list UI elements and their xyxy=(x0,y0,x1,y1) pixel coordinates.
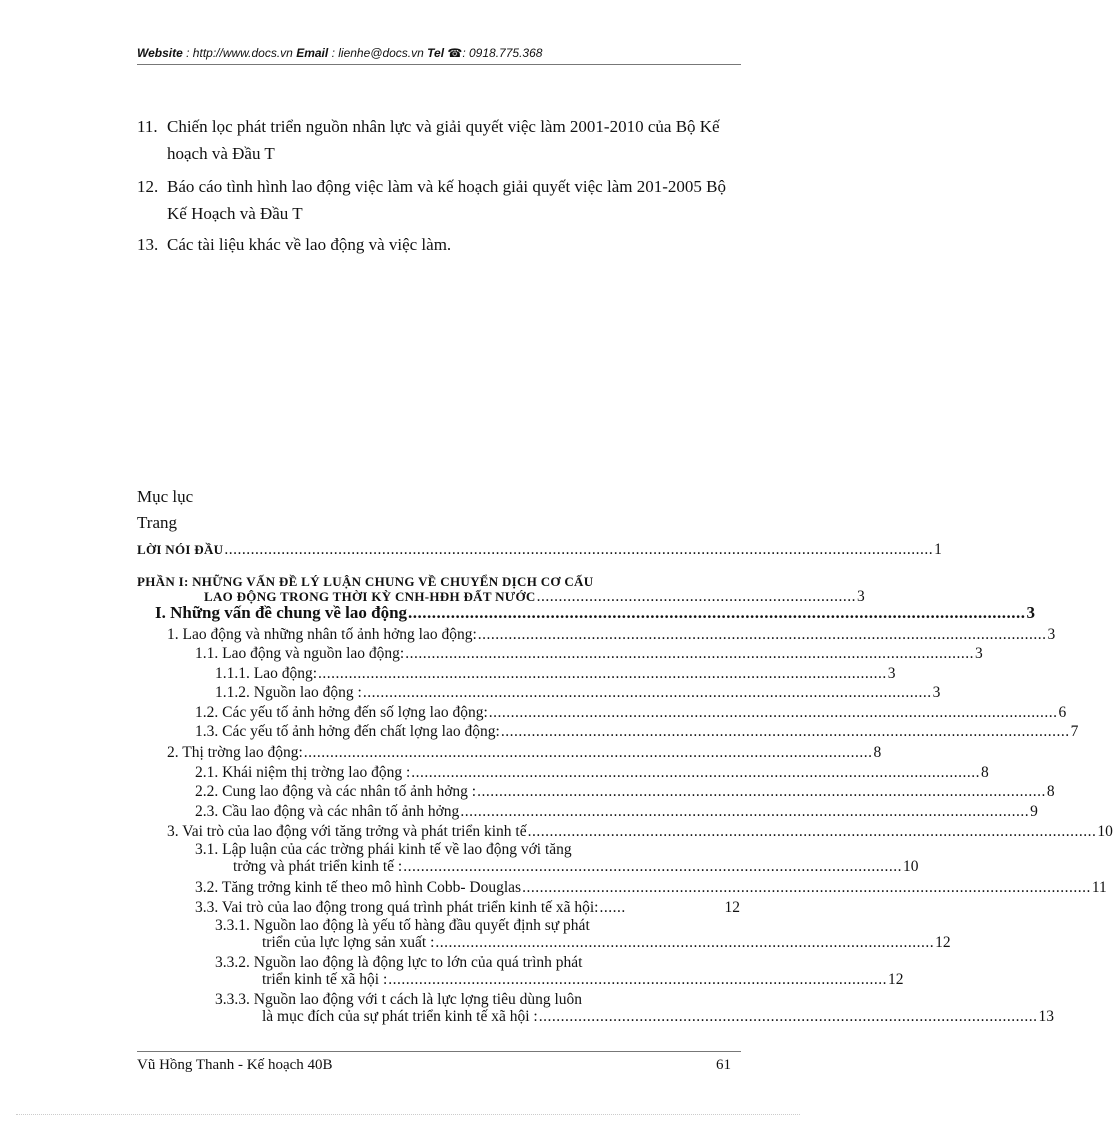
reference-text: Báo cáo tình hình lao động việc làm và kế hoạch giải quyết việc làm 201-2005 Bộ Kế Hoạch và Đầu T xyxy=(167,177,726,223)
website-label: Website xyxy=(137,46,183,60)
toc-label: 2.1. Khái niệm thị trờng lao động : xyxy=(195,764,411,781)
toc-entry-intro xyxy=(137,541,942,559)
toc-page: 3 xyxy=(887,665,896,682)
toc-label: 3. Vai trò của lao động với tăng trởng và phát triển kinh tế xyxy=(167,823,527,840)
reference-item xyxy=(137,231,742,258)
toc-page: 6 xyxy=(1058,704,1067,721)
toc-leader: .................................................................................................................................. xyxy=(318,665,887,682)
toc-page-column-label: Trang xyxy=(137,513,177,532)
reference-item xyxy=(137,173,742,227)
toc-page: 8 xyxy=(873,744,882,761)
reference-number: 13. xyxy=(137,235,159,254)
toc-leader: .................................................................................................................................. xyxy=(477,626,1047,643)
toc-leader: ......................................................................... xyxy=(536,588,856,605)
toc-leader: .................................................................................................................................. xyxy=(405,645,974,662)
toc-label-line2: triển kinh tế xã hội : xyxy=(262,971,388,988)
toc-leader: .................................................................................................................. xyxy=(388,971,888,988)
toc-leader: .................................................................................................................................. xyxy=(362,684,932,701)
toc-label: LỜI NÓI ĐẦU xyxy=(137,542,224,557)
toc-leader: .................................................................................................................. xyxy=(403,858,902,875)
toc-page: 3 xyxy=(1047,626,1056,643)
toc-entry xyxy=(215,917,951,952)
tel-label: Tel xyxy=(427,46,445,60)
toc-entry xyxy=(167,744,882,762)
toc-page: 11 xyxy=(1091,879,1107,896)
page-bottom-border xyxy=(16,1114,800,1115)
toc-label: 1.2. Các yếu tố ảnh hởng đến số lợng lao động: xyxy=(195,704,488,721)
toc-label-line1: 3.3.3. Nguồn lao động với t cách là lực lợng tiêu dùng luôn xyxy=(215,991,583,1008)
toc-page: 1 xyxy=(934,541,942,558)
toc-entry xyxy=(195,783,1055,801)
email-value: : lienhe@docs.vn xyxy=(331,46,424,60)
toc-label: 2. Thị trờng lao động: xyxy=(167,744,303,761)
toc-label-line2: triển của lực lợng sản xuất : xyxy=(262,934,435,951)
reference-item xyxy=(137,113,742,167)
toc-leader: .................................................................................................................................. xyxy=(411,764,981,781)
reference-text: Các tài liệu khác về lao động và việc làm. xyxy=(167,235,452,254)
toc-entry xyxy=(195,645,983,663)
reference-number: 11. xyxy=(137,117,158,136)
toc-label: 1.1.1. Lao động: xyxy=(215,665,318,682)
toc-label: 1.1.2. Nguồn lao động : xyxy=(215,684,362,701)
toc-page: 12 xyxy=(724,899,740,916)
toc-leader: .................................................................................................................................................................. xyxy=(224,541,934,558)
footer-page-number: 61 xyxy=(716,1057,731,1073)
toc-label-line1: 3.1. Lập luận của các trờng phái kinh tế về lao động với tăng xyxy=(195,841,572,858)
toc-page: 10 xyxy=(902,858,919,875)
toc-entry xyxy=(195,704,1067,722)
toc-label-line2: LAO ĐỘNG TRONG THỜI KỲ CNH-HĐH ĐẤT NƯỚC xyxy=(204,589,536,604)
toc-leader: .................................................................................................................................. xyxy=(303,744,873,761)
toc-label-line2: trởng và phát triển kinh tế : xyxy=(233,858,403,875)
toc-entry xyxy=(215,991,1054,1026)
toc-entry xyxy=(195,803,1038,821)
toc-leader: ...... xyxy=(599,899,626,916)
footer-rule xyxy=(137,1051,741,1052)
email-label: Email xyxy=(296,46,329,60)
toc-heading: Mục lục xyxy=(137,487,194,506)
toc-leader: .................................................................................................................................. xyxy=(477,783,1046,800)
page-header xyxy=(137,46,542,60)
toc-leader: .................................................................................................................................. xyxy=(408,603,1026,622)
toc-label: 1. Lao động và những nhân tố ảnh hởng lao động: xyxy=(167,626,477,643)
toc-page: 7 xyxy=(1070,723,1079,740)
reference-text: Chiến lọc phát triển nguồn nhân lực và giải quyết việc làm 2001-2010 của Bộ Kế hoạch và Đầu T xyxy=(167,117,720,163)
toc-entry xyxy=(195,764,989,782)
toc-entry-section xyxy=(155,603,1036,622)
reference-number: 12. xyxy=(137,177,159,196)
toc-page: 3 xyxy=(856,588,865,605)
footer-author: Vũ Hồng Thanh - Kế hoạch 40B xyxy=(137,1057,333,1073)
toc-page: 8 xyxy=(1046,783,1055,800)
toc-entry xyxy=(195,723,1079,741)
toc-page: 13 xyxy=(1038,1008,1054,1025)
toc-entry xyxy=(215,684,941,702)
header-rule xyxy=(137,64,741,65)
toc-label-line1: 3.3.2. Nguồn lao động là động lực to lớn của quá trình phát xyxy=(215,954,583,971)
toc-page: 9 xyxy=(1030,803,1038,820)
toc-leader: .................................................................................................................................. xyxy=(500,723,1070,740)
website-value: : http://www.docs.vn xyxy=(186,46,293,60)
toc-page: 8 xyxy=(981,764,989,781)
toc-label: 3.3. Vai trò của lao động trong quá trình phát triển kinh tế xã hội: xyxy=(195,899,599,916)
toc-page: 12 xyxy=(935,934,951,951)
toc-leader: .................................................................................................................................. xyxy=(460,803,1030,820)
toc-entry xyxy=(215,954,904,989)
toc-entry xyxy=(195,879,1107,897)
toc-entry xyxy=(167,823,1113,841)
toc-label-line1: PHẦN I: NHỮNG VẤN ĐỀ LÝ LUẬN CHUNG VỀ CHUYỂN DỊCH CƠ CẤU xyxy=(137,574,594,589)
toc-entry-part1 xyxy=(137,574,865,606)
tel-value: : 0918.775.368 xyxy=(462,46,543,60)
toc-leader: .................................................................................................................................. xyxy=(527,823,1097,840)
toc-leader: .................................................................................................................................. xyxy=(522,879,1091,896)
toc-label: 1.3. Các yếu tố ảnh hởng đến chất lợng lao động: xyxy=(195,723,500,740)
toc-entry xyxy=(195,899,740,917)
toc-entry xyxy=(195,841,919,876)
toc-page: 3 xyxy=(1026,603,1036,622)
toc-leader: .................................................................................................................................. xyxy=(488,704,1058,721)
phone-icon: ☎ xyxy=(447,46,463,60)
toc-leader: .................................................................................................................. xyxy=(435,934,935,951)
toc-page: 3 xyxy=(932,684,941,701)
toc-label-line2: là mục đích của sự phát triển kinh tế xã hội : xyxy=(262,1008,538,1025)
toc-label: 2.2. Cung lao động và các nhân tố ảnh hởng : xyxy=(195,783,477,800)
toc-page: 12 xyxy=(888,971,904,988)
toc-entry xyxy=(215,665,896,683)
toc-label: 3.2. Tăng trởng kinh tế theo mô hình Cobb- Douglas xyxy=(195,879,522,896)
toc-label: I. Những vấn đề chung về lao động xyxy=(155,603,408,622)
toc-label: 2.3. Cầu lao động và các nhân tố ảnh hởng xyxy=(195,803,460,820)
toc-label-line1: 3.3.1. Nguồn lao động là yếu tố hàng đầu quyết định sự phát xyxy=(215,917,590,934)
toc-leader: .................................................................................................................. xyxy=(538,1008,1038,1025)
toc-label: 1.1. Lao động và nguồn lao động: xyxy=(195,645,405,662)
toc-entry xyxy=(167,626,1056,644)
toc-page: 3 xyxy=(974,645,983,662)
toc-page: 10 xyxy=(1097,823,1113,840)
